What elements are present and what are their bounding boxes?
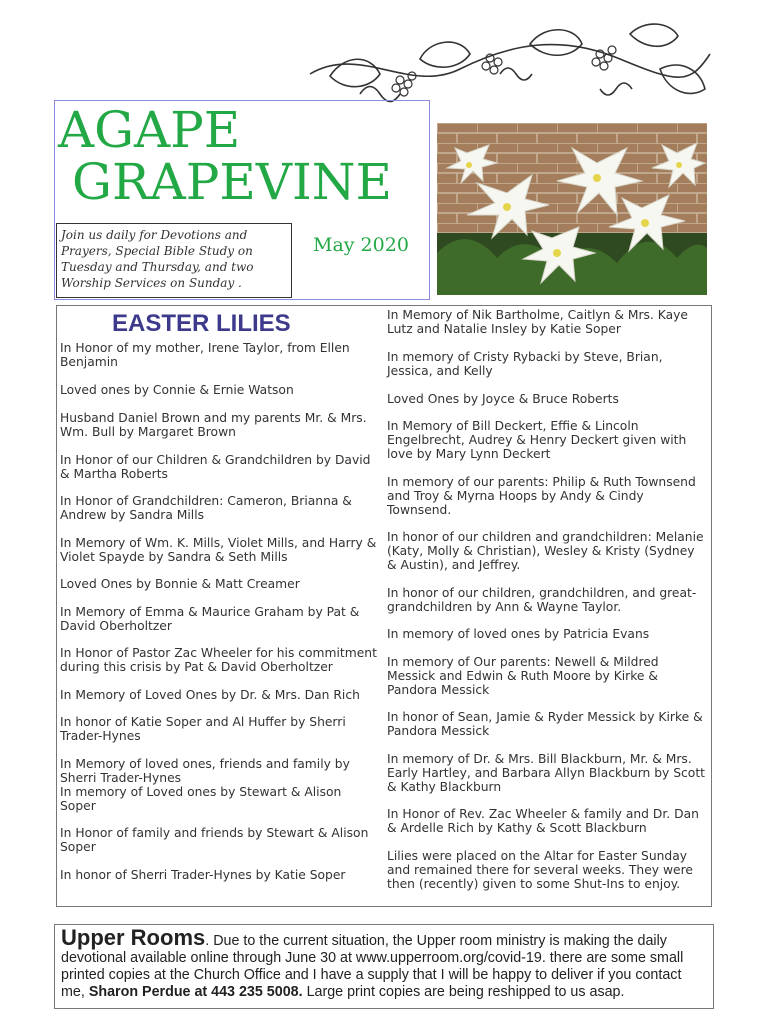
dedication-item: In Honor of our Children & Grandchildren by David & Martha Roberts: [60, 453, 371, 481]
dedication-item: In Memory of Wm. K. Mills, Violet Mills, and Harry & Violet Spayde by Sandra & Seth Mills: [60, 536, 377, 564]
issue-date: May 2020: [313, 234, 409, 256]
dedication-item: In honor of our children and grandchildren: Melanie (Katy, Molly & Christian), Wesley & Kristy (Sydney & Austin), and Jeffrey.: [387, 530, 704, 572]
easter-lilies-heading: EASTER LILIES: [112, 310, 291, 337]
dedication-item: In Honor of Pastor Zac Wheeler for his commitment during this crisis by Pat & David Oberholtzer: [60, 646, 377, 674]
join-us-box: Join us daily for Devotions and Prayers, Special Bible Study on Tuesday and Thursday, and two Worship Services on Sunday .: [56, 223, 292, 298]
dedication-item: In Memory of loved ones, friends and family by Sherri Trader-Hynes: [60, 757, 350, 785]
dedication-item: In memory of Dr. & Mrs. Bill Blackburn, Mr. & Mrs. Early Hartley, and Barbara Allyn Blackburn by Scott & Kathy Blackburn: [387, 752, 705, 794]
dedication-item: In memory of Loved ones by Stewart & Alison Soper: [60, 785, 342, 813]
upper-room-text-end: Large print copies are being reshipped to us asap.: [302, 984, 625, 1000]
upper-room-section: [54, 924, 714, 1009]
dedication-item: In Honor of Grandchildren: Cameron, Brianna & Andrew by Sandra Mills: [60, 494, 352, 522]
upper-room-heading: Upper Rooms: [61, 925, 206, 950]
dedication-item: Lilies were placed on the Altar for Easter Sunday and remained there for several weeks. They were then (recently) given to some Shut-Ins to enjoy.: [387, 849, 693, 891]
dedication-item: In Memory of Bill Deckert, Effie & Lincoln Engelbrecht, Audrey & Henry Deckert given with love by Mary Lynn Deckert: [387, 419, 687, 461]
grapevine-illustration: [300, 14, 720, 114]
dedication-item: In memory of Cristy Rybacki by Steve, Brian, Jessica, and Kelly: [387, 350, 663, 378]
dedication-item: In Honor of my mother, Irene Taylor, from Ellen Benjamin: [60, 341, 350, 369]
dedication-item: Husband Daniel Brown and my parents Mr. & Mrs. Wm. Bull by Margaret Brown: [60, 411, 367, 439]
dedication-item: Loved Ones by Bonnie & Matt Creamer: [60, 577, 300, 591]
upper-room-text: . Due to the current situation, the Upper room ministry is making the daily devotional available online through June 30 at www.upperroom.org/covid-19. there are some small printed copies at the Church Office and I have a supply that I will be happy to deliver if you contact me,: [61, 933, 684, 1000]
dedication-item: In Honor of family and friends by Stewart & Alison Soper: [60, 826, 369, 854]
dedication-item: In Memory of Nik Bartholme, Caitlyn & Mrs. Kaye Lutz and Natalie Insley by Katie Soper: [387, 308, 688, 336]
dedication-item: In Memory of Loved Ones by Dr. & Mrs. Dan Rich: [60, 688, 360, 702]
dedication-item: Loved ones by Connie & Ernie Watson: [60, 383, 294, 397]
title-line-1: AGAPE: [58, 101, 241, 159]
dedication-item: In Memory of Emma & Maurice Graham by Pat & David Oberholtzer: [60, 605, 360, 633]
dedication-item: In Honor of Rev. Zac Wheeler & family and Dr. Dan & Ardelle Rich by Kathy & Scott Blackburn: [387, 807, 699, 835]
upper-room-contact: Sharon Perdue at 443 235 5008.: [88, 984, 303, 1000]
dedication-item: In honor of Sherri Trader-Hynes by Katie Soper: [60, 868, 346, 882]
newsletter-title: [58, 101, 392, 211]
dedication-item: In honor of Sean, Jamie & Ryder Messick by Kirke & Pandora Messick: [387, 710, 703, 738]
dedication-item: In honor of our children, grandchildren, and great-grandchildren by Ann & Wayne Taylor.: [387, 586, 697, 614]
dedication-item: In memory of our parents: Philip & Ruth Townsend and Troy & Myrna Hoops by Andy & Cindy Townsend.: [387, 475, 696, 517]
easter-lilies-photo: [437, 123, 707, 295]
title-line-2: GRAPEVINE: [72, 153, 392, 211]
dedication-item: Loved Ones by Joyce & Bruce Roberts: [387, 392, 619, 406]
dedication-item: In memory of Our parents: Newell & Mildred Messick and Edwin & Ruth Moore by Kirke & Pandora Messick: [387, 655, 659, 697]
dedication-item: In honor of Katie Soper and Al Huffer by Sherri Trader-Hynes: [60, 715, 346, 743]
dedication-item: In memory of loved ones by Patricia Evans: [387, 627, 650, 641]
